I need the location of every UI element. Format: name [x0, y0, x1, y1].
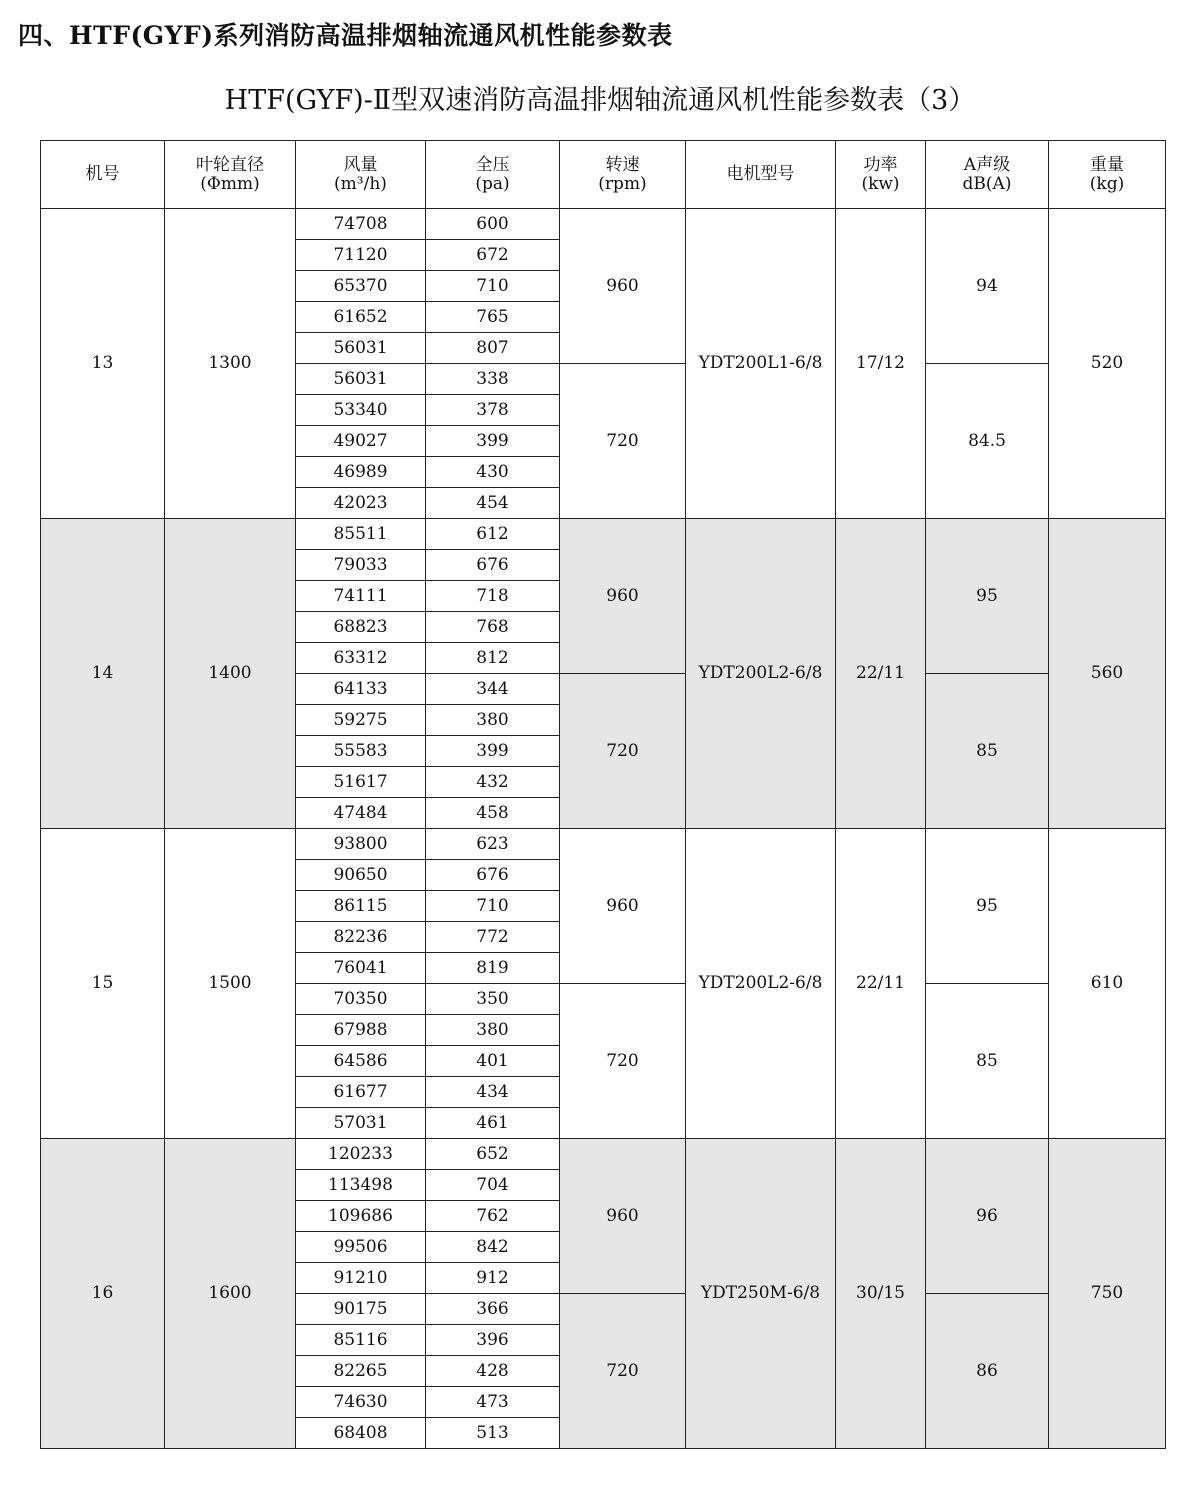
header-text: A声级: [963, 154, 1011, 175]
cell-airflow: 82265: [296, 1356, 426, 1387]
cell-pressure: 366: [426, 1294, 560, 1325]
cell-pressure: 807: [426, 333, 560, 364]
header-pressure: [426, 141, 560, 209]
cell-airflow: 55583: [296, 736, 426, 767]
cell-airflow: 63312: [296, 643, 426, 674]
cell-airflow: 61677: [296, 1077, 426, 1108]
cell-airflow: 59275: [296, 705, 426, 736]
cell-airflow: 79033: [296, 550, 426, 581]
header-text: 重量: [1090, 154, 1124, 175]
cell-speed: 960: [560, 519, 686, 674]
cell-noise: 94: [926, 209, 1049, 364]
cell-airflow: 71120: [296, 240, 426, 271]
cell-airflow: 120233: [296, 1139, 426, 1170]
cell-pressure: 399: [426, 426, 560, 457]
cell-power: 30/15: [836, 1139, 926, 1449]
cell-pressure: 396: [426, 1325, 560, 1356]
cell-airflow: 57031: [296, 1108, 426, 1139]
cell-speed: 960: [560, 209, 686, 364]
cell-airflow: 68408: [296, 1418, 426, 1449]
cell-motor: YDT200L2-6/8: [686, 519, 836, 829]
cell-speed: 960: [560, 1139, 686, 1294]
cell-power: 22/11: [836, 829, 926, 1139]
cell-airflow: 56031: [296, 333, 426, 364]
cell-model: 13: [41, 209, 165, 519]
cell-pressure: 672: [426, 240, 560, 271]
table-title: HTF(GYF)-Ⅱ型双速消防高温排烟轴流通风机性能参数表（3）: [224, 85, 976, 116]
cell-airflow: 64586: [296, 1046, 426, 1077]
cell-airflow: 64133: [296, 674, 426, 705]
cell-motor: YDT200L1-6/8: [686, 209, 836, 519]
cell-pressure: 344: [426, 674, 560, 705]
cell-pressure: 428: [426, 1356, 560, 1387]
cell-airflow: 68823: [296, 612, 426, 643]
cell-pressure: 461: [426, 1108, 560, 1139]
cell-pressure: 623: [426, 829, 560, 860]
header-text: 转速: [605, 154, 640, 175]
cell-pressure: 710: [426, 271, 560, 302]
cell-speed: 720: [560, 984, 686, 1139]
cell-pressure: 612: [426, 519, 560, 550]
cell-airflow: 53340: [296, 395, 426, 426]
cell-noise: 85: [926, 984, 1049, 1139]
cell-airflow: 91210: [296, 1263, 426, 1294]
cell-airflow: 61652: [296, 302, 426, 333]
cell-airflow: 74630: [296, 1387, 426, 1418]
cell-pressure: 676: [426, 860, 560, 891]
cell-airflow: 46989: [296, 457, 426, 488]
cell-pressure: 718: [426, 581, 560, 612]
cell-pressure: 454: [426, 488, 560, 519]
cell-airflow: 51617: [296, 767, 426, 798]
header-text: dB(A): [962, 173, 1012, 194]
cell-pressure: 912: [426, 1263, 560, 1294]
header-motor: [686, 141, 836, 209]
cell-noise: 85: [926, 674, 1049, 829]
cell-airflow: 74111: [296, 581, 426, 612]
cell-noise: 84.5: [926, 364, 1049, 519]
cell-pressure: 513: [426, 1418, 560, 1449]
cell-airflow: 86115: [296, 891, 426, 922]
cell-speed: 720: [560, 364, 686, 519]
cell-model: 16: [41, 1139, 165, 1449]
header-text: (pa): [475, 173, 510, 194]
header-text: (m³/h): [334, 173, 387, 194]
cell-weight: 750: [1049, 1139, 1166, 1449]
table-row: [41, 519, 1166, 550]
header-text: (kw): [861, 173, 900, 194]
cell-power: 22/11: [836, 519, 926, 829]
cell-airflow: 90650: [296, 860, 426, 891]
cell-pressure: 401: [426, 1046, 560, 1077]
cell-pressure: 434: [426, 1077, 560, 1108]
model-group: [41, 209, 1166, 519]
cell-speed: 720: [560, 1294, 686, 1449]
cell-noise: 95: [926, 829, 1049, 984]
cell-pressure: 704: [426, 1170, 560, 1201]
cell-airflow: 82236: [296, 922, 426, 953]
cell-pressure: 473: [426, 1387, 560, 1418]
cell-airflow: 99506: [296, 1232, 426, 1263]
table-row: [41, 829, 1166, 860]
cell-pressure: 819: [426, 953, 560, 984]
header-row: [41, 141, 1166, 209]
header-weight: [1049, 141, 1166, 209]
cell-weight: 520: [1049, 209, 1166, 519]
cell-noise: 86: [926, 1294, 1049, 1449]
header-text: (kg): [1089, 173, 1125, 194]
cell-impeller-diameter: 1500: [165, 829, 296, 1139]
cell-pressure: 432: [426, 767, 560, 798]
cell-impeller-diameter: 1400: [165, 519, 296, 829]
cell-pressure: 710: [426, 891, 560, 922]
header-speed: [560, 141, 686, 209]
cell-airflow: 76041: [296, 953, 426, 984]
cell-airflow: 56031: [296, 364, 426, 395]
page-heading: 四、HTF(GYF)系列消防高温排烟轴流通风机性能参数表: [18, 21, 673, 50]
header-model: [41, 141, 165, 209]
table-row: [41, 209, 1166, 240]
cell-power: 17/12: [836, 209, 926, 519]
cell-pressure: 652: [426, 1139, 560, 1170]
header-text: 叶轮直径: [196, 154, 264, 175]
header-text: (Φmm): [200, 173, 260, 194]
header-airflow: [296, 141, 426, 209]
cell-pressure: 378: [426, 395, 560, 426]
cell-airflow: 47484: [296, 798, 426, 829]
performance-table: [40, 140, 1166, 1449]
model-group: [41, 829, 1166, 1139]
header-text: 电机型号: [726, 164, 795, 185]
cell-pressure: 380: [426, 705, 560, 736]
cell-pressure: 399: [426, 736, 560, 767]
cell-airflow: 42023: [296, 488, 426, 519]
cell-impeller-diameter: 1600: [165, 1139, 296, 1449]
header-noise: [926, 141, 1049, 209]
cell-pressure: 380: [426, 1015, 560, 1046]
header-text: (rpm): [598, 173, 647, 194]
cell-airflow: 85116: [296, 1325, 426, 1356]
cell-weight: 610: [1049, 829, 1166, 1139]
cell-pressure: 600: [426, 209, 560, 240]
cell-airflow: 93800: [296, 829, 426, 860]
header-impeller-diameter: [165, 141, 296, 209]
cell-pressure: 842: [426, 1232, 560, 1263]
cell-noise: 95: [926, 519, 1049, 674]
cell-airflow: 67988: [296, 1015, 426, 1046]
cell-speed: 720: [560, 674, 686, 829]
cell-pressure: 768: [426, 612, 560, 643]
model-group: [41, 1139, 1166, 1449]
cell-model: 15: [41, 829, 165, 1139]
cell-model: 14: [41, 519, 165, 829]
table-row: [41, 1139, 1166, 1170]
cell-pressure: 812: [426, 643, 560, 674]
cell-airflow: 109686: [296, 1201, 426, 1232]
cell-airflow: 113498: [296, 1170, 426, 1201]
cell-pressure: 762: [426, 1201, 560, 1232]
cell-pressure: 676: [426, 550, 560, 581]
cell-speed: 960: [560, 829, 686, 984]
cell-noise: 96: [926, 1139, 1049, 1294]
header-text: 全压: [475, 154, 510, 175]
header-power: [836, 141, 926, 209]
cell-impeller-diameter: 1300: [165, 209, 296, 519]
cell-pressure: 338: [426, 364, 560, 395]
cell-airflow: 85511: [296, 519, 426, 550]
cell-weight: 560: [1049, 519, 1166, 829]
cell-airflow: 90175: [296, 1294, 426, 1325]
cell-airflow: 70350: [296, 984, 426, 1015]
cell-pressure: 772: [426, 922, 560, 953]
cell-pressure: 430: [426, 457, 560, 488]
cell-airflow: 49027: [296, 426, 426, 457]
cell-motor: YDT250M-6/8: [686, 1139, 836, 1449]
header-text: 功率: [863, 154, 898, 175]
cell-motor: YDT200L2-6/8: [686, 829, 836, 1139]
cell-pressure: 458: [426, 798, 560, 829]
cell-pressure: 765: [426, 302, 560, 333]
cell-airflow: 65370: [296, 271, 426, 302]
header-text: 机号: [85, 164, 120, 185]
model-group: [41, 519, 1166, 829]
cell-airflow: 74708: [296, 209, 426, 240]
cell-pressure: 350: [426, 984, 560, 1015]
header-text: 风量: [343, 154, 378, 175]
